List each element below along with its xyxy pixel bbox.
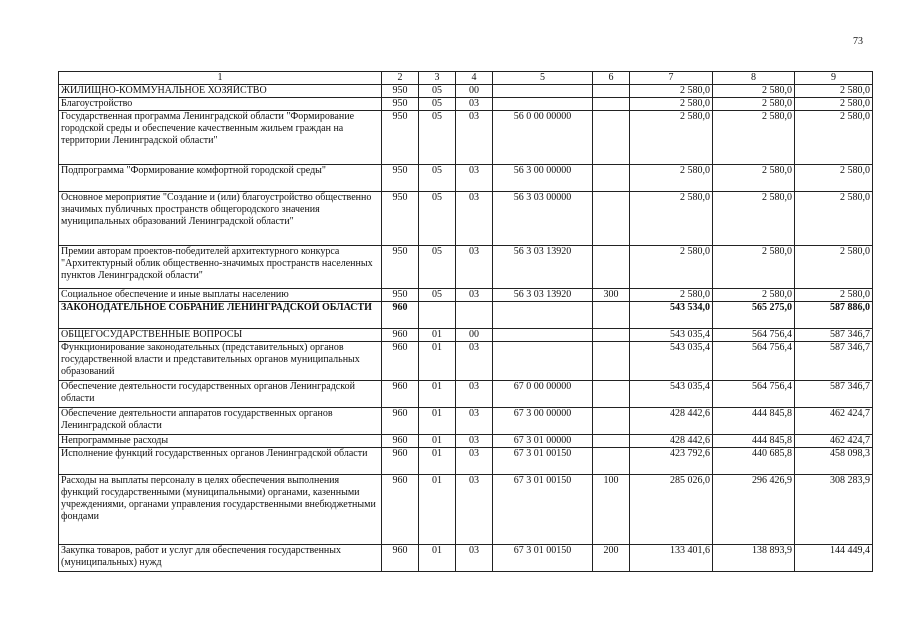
target-article-code: 56 3 03 13920 xyxy=(493,289,593,302)
row-name: Государственная программа Ленинградской области "Формирование городской среды и обеспечение качественным жильем граждан на территории Ленинградской области" xyxy=(59,111,382,165)
table-row xyxy=(59,289,873,302)
expense-type-code xyxy=(593,342,630,381)
amount-year-1: 428 442,6 xyxy=(630,408,713,435)
grbs-code: 960 xyxy=(382,381,419,408)
amount-year-1: 2 580,0 xyxy=(630,111,713,165)
subsection-code: 03 xyxy=(456,545,493,572)
amount-year-1: 2 580,0 xyxy=(630,289,713,302)
subsection-code: 03 xyxy=(456,246,493,289)
subsection-code: 03 xyxy=(456,435,493,448)
amount-year-2: 444 845,8 xyxy=(713,435,795,448)
table-row xyxy=(59,98,873,111)
subsection-code: 03 xyxy=(456,381,493,408)
grbs-code: 960 xyxy=(382,448,419,475)
amount-year-3: 2 580,0 xyxy=(795,289,873,302)
expense-type-code xyxy=(593,111,630,165)
target-article-code xyxy=(493,98,593,111)
amount-year-3: 2 580,0 xyxy=(795,192,873,246)
target-article-code xyxy=(493,85,593,98)
section-code: 05 xyxy=(419,111,456,165)
amount-year-3: 458 098,3 xyxy=(795,448,873,475)
target-article-code: 56 3 03 13920 xyxy=(493,246,593,289)
column-number-row xyxy=(59,72,873,85)
row-name: Социальное обеспечение и иные выплаты населению xyxy=(59,289,382,302)
expense-type-code xyxy=(593,381,630,408)
grbs-code: 950 xyxy=(382,289,419,302)
target-article-code xyxy=(493,329,593,342)
amount-year-3: 2 580,0 xyxy=(795,165,873,192)
amount-year-1: 543 035,4 xyxy=(630,381,713,408)
row-name: Расходы на выплаты персоналу в целях обеспечения выполнения функций государственными (муниципальными) органами, казенными учреждениями, органами управления государственными внебюджетными фондами xyxy=(59,475,382,545)
column-number: 4 xyxy=(456,72,493,85)
amount-year-1: 2 580,0 xyxy=(630,192,713,246)
section-code: 05 xyxy=(419,289,456,302)
grbs-code: 960 xyxy=(382,475,419,545)
target-article-code: 56 3 03 00000 xyxy=(493,192,593,246)
row-name: Основное мероприятие "Создание и (или) благоустройство общественно значимых публичных пространств общегородского значения муниципальных образований Ленинградской области" xyxy=(59,192,382,246)
budget-table xyxy=(58,71,873,572)
amount-year-1: 2 580,0 xyxy=(630,165,713,192)
section-code: 05 xyxy=(419,192,456,246)
target-article-code: 67 3 00 00000 xyxy=(493,408,593,435)
amount-year-2: 296 426,9 xyxy=(713,475,795,545)
amount-year-2: 2 580,0 xyxy=(713,85,795,98)
amount-year-2: 564 756,4 xyxy=(713,342,795,381)
grbs-code: 960 xyxy=(382,302,419,329)
column-number: 7 xyxy=(630,72,713,85)
grbs-code: 950 xyxy=(382,192,419,246)
row-name: ОБЩЕГОСУДАРСТВЕННЫЕ ВОПРОСЫ xyxy=(59,329,382,342)
amount-year-3: 2 580,0 xyxy=(795,85,873,98)
amount-year-3: 587 886,0 xyxy=(795,302,873,329)
expense-type-code xyxy=(593,408,630,435)
table-row xyxy=(59,435,873,448)
table-row xyxy=(59,165,873,192)
subsection-code: 03 xyxy=(456,448,493,475)
amount-year-3: 587 346,7 xyxy=(795,381,873,408)
amount-year-3: 2 580,0 xyxy=(795,98,873,111)
subsection-code: 03 xyxy=(456,342,493,381)
grbs-code: 950 xyxy=(382,85,419,98)
table-row xyxy=(59,381,873,408)
subsection-code: 03 xyxy=(456,111,493,165)
column-number: 3 xyxy=(419,72,456,85)
section-code: 01 xyxy=(419,475,456,545)
target-article-code: 56 3 00 00000 xyxy=(493,165,593,192)
row-name: Закупка товаров, работ и услуг для обеспечения государственных (муниципальных) нужд xyxy=(59,545,382,572)
row-name: Обеспечение деятельности государственных органов Ленинградской области xyxy=(59,381,382,408)
expense-type-code xyxy=(593,85,630,98)
table-row xyxy=(59,302,873,329)
subsection-code xyxy=(456,302,493,329)
expense-type-code xyxy=(593,448,630,475)
expense-type-code: 100 xyxy=(593,475,630,545)
row-name: Благоустройство xyxy=(59,98,382,111)
amount-year-3: 587 346,7 xyxy=(795,342,873,381)
amount-year-1: 543 534,0 xyxy=(630,302,713,329)
target-article-code xyxy=(493,342,593,381)
page-number: 73 xyxy=(853,36,863,47)
target-article-code: 67 3 01 00000 xyxy=(493,435,593,448)
amount-year-2: 2 580,0 xyxy=(713,192,795,246)
amount-year-1: 285 026,0 xyxy=(630,475,713,545)
grbs-code: 950 xyxy=(382,98,419,111)
amount-year-1: 2 580,0 xyxy=(630,85,713,98)
subsection-code: 03 xyxy=(456,289,493,302)
target-article-code: 67 3 01 00150 xyxy=(493,545,593,572)
amount-year-1: 423 792,6 xyxy=(630,448,713,475)
amount-year-2: 564 756,4 xyxy=(713,329,795,342)
amount-year-1: 428 442,6 xyxy=(630,435,713,448)
subsection-code: 00 xyxy=(456,329,493,342)
table-row xyxy=(59,111,873,165)
amount-year-2: 138 893,9 xyxy=(713,545,795,572)
amount-year-3: 308 283,9 xyxy=(795,475,873,545)
section-code: 01 xyxy=(419,329,456,342)
grbs-code: 960 xyxy=(382,408,419,435)
amount-year-3: 2 580,0 xyxy=(795,246,873,289)
amount-year-3: 587 346,7 xyxy=(795,329,873,342)
expense-type-code xyxy=(593,192,630,246)
row-name: Непрограммные расходы xyxy=(59,435,382,448)
expense-type-code xyxy=(593,435,630,448)
subsection-code: 03 xyxy=(456,165,493,192)
section-code: 01 xyxy=(419,342,456,381)
target-article-code: 56 0 00 00000 xyxy=(493,111,593,165)
subsection-code: 03 xyxy=(456,192,493,246)
row-name: Обеспечение деятельности аппаратов государственных органов Ленинградской области xyxy=(59,408,382,435)
column-number: 6 xyxy=(593,72,630,85)
amount-year-2: 564 756,4 xyxy=(713,381,795,408)
amount-year-1: 2 580,0 xyxy=(630,246,713,289)
amount-year-2: 444 845,8 xyxy=(713,408,795,435)
amount-year-1: 543 035,4 xyxy=(630,342,713,381)
table-row xyxy=(59,408,873,435)
amount-year-2: 2 580,0 xyxy=(713,246,795,289)
column-number: 9 xyxy=(795,72,873,85)
grbs-code: 950 xyxy=(382,165,419,192)
row-name: Премии авторам проектов-победителей архитектурного конкурса "Архитектурный облик общественно-значимых пространств населенных пунктов Ленинградской области" xyxy=(59,246,382,289)
amount-year-2: 2 580,0 xyxy=(713,289,795,302)
section-code xyxy=(419,302,456,329)
section-code: 05 xyxy=(419,85,456,98)
target-article-code: 67 3 01 00150 xyxy=(493,448,593,475)
amount-year-2: 2 580,0 xyxy=(713,111,795,165)
amount-year-3: 462 424,7 xyxy=(795,408,873,435)
table-row xyxy=(59,85,873,98)
expense-type-code xyxy=(593,98,630,111)
amount-year-2: 440 685,8 xyxy=(713,448,795,475)
row-name: Функционирование законодательных (представительных) органов государственной власти и представительных органов муниципальных образований xyxy=(59,342,382,381)
row-name: Подпрограмма "Формирование комфортной городской среды" xyxy=(59,165,382,192)
section-code: 05 xyxy=(419,165,456,192)
grbs-code: 960 xyxy=(382,435,419,448)
expense-type-code xyxy=(593,302,630,329)
grbs-code: 960 xyxy=(382,545,419,572)
amount-year-2: 2 580,0 xyxy=(713,98,795,111)
column-number: 5 xyxy=(493,72,593,85)
grbs-code: 960 xyxy=(382,329,419,342)
table-row xyxy=(59,329,873,342)
section-code: 01 xyxy=(419,381,456,408)
expense-type-code: 300 xyxy=(593,289,630,302)
amount-year-2: 2 580,0 xyxy=(713,165,795,192)
expense-type-code xyxy=(593,165,630,192)
table-row xyxy=(59,246,873,289)
section-code: 05 xyxy=(419,246,456,289)
column-number: 1 xyxy=(59,72,382,85)
amount-year-1: 543 035,4 xyxy=(630,329,713,342)
expense-type-code xyxy=(593,246,630,289)
expense-type-code xyxy=(593,329,630,342)
amount-year-3: 2 580,0 xyxy=(795,111,873,165)
grbs-code: 960 xyxy=(382,342,419,381)
target-article-code: 67 3 01 00150 xyxy=(493,475,593,545)
subsection-code: 03 xyxy=(456,475,493,545)
table-row xyxy=(59,545,873,572)
amount-year-3: 462 424,7 xyxy=(795,435,873,448)
target-article-code xyxy=(493,302,593,329)
row-name: ЖИЛИЩНО-КОММУНАЛЬНОЕ ХОЗЯЙСТВО xyxy=(59,85,382,98)
subsection-code: 00 xyxy=(456,85,493,98)
amount-year-1: 133 401,6 xyxy=(630,545,713,572)
subsection-code: 03 xyxy=(456,408,493,435)
section-code: 01 xyxy=(419,448,456,475)
column-number: 2 xyxy=(382,72,419,85)
subsection-code: 03 xyxy=(456,98,493,111)
section-code: 01 xyxy=(419,408,456,435)
table-row xyxy=(59,448,873,475)
grbs-code: 950 xyxy=(382,111,419,165)
row-name: Исполнение функций государственных органов Ленинградской области xyxy=(59,448,382,475)
amount-year-3: 144 449,4 xyxy=(795,545,873,572)
section-code: 05 xyxy=(419,98,456,111)
expense-type-code: 200 xyxy=(593,545,630,572)
row-name: ЗАКОНОДАТЕЛЬНОЕ СОБРАНИЕ ЛЕНИНГРАДСКОЙ ОБЛАСТИ xyxy=(59,302,382,329)
section-code: 01 xyxy=(419,435,456,448)
column-number: 8 xyxy=(713,72,795,85)
section-code: 01 xyxy=(419,545,456,572)
target-article-code: 67 0 00 00000 xyxy=(493,381,593,408)
table-row xyxy=(59,192,873,246)
table-row xyxy=(59,475,873,545)
amount-year-2: 565 275,0 xyxy=(713,302,795,329)
table-row xyxy=(59,342,873,381)
amount-year-1: 2 580,0 xyxy=(630,98,713,111)
grbs-code: 950 xyxy=(382,246,419,289)
